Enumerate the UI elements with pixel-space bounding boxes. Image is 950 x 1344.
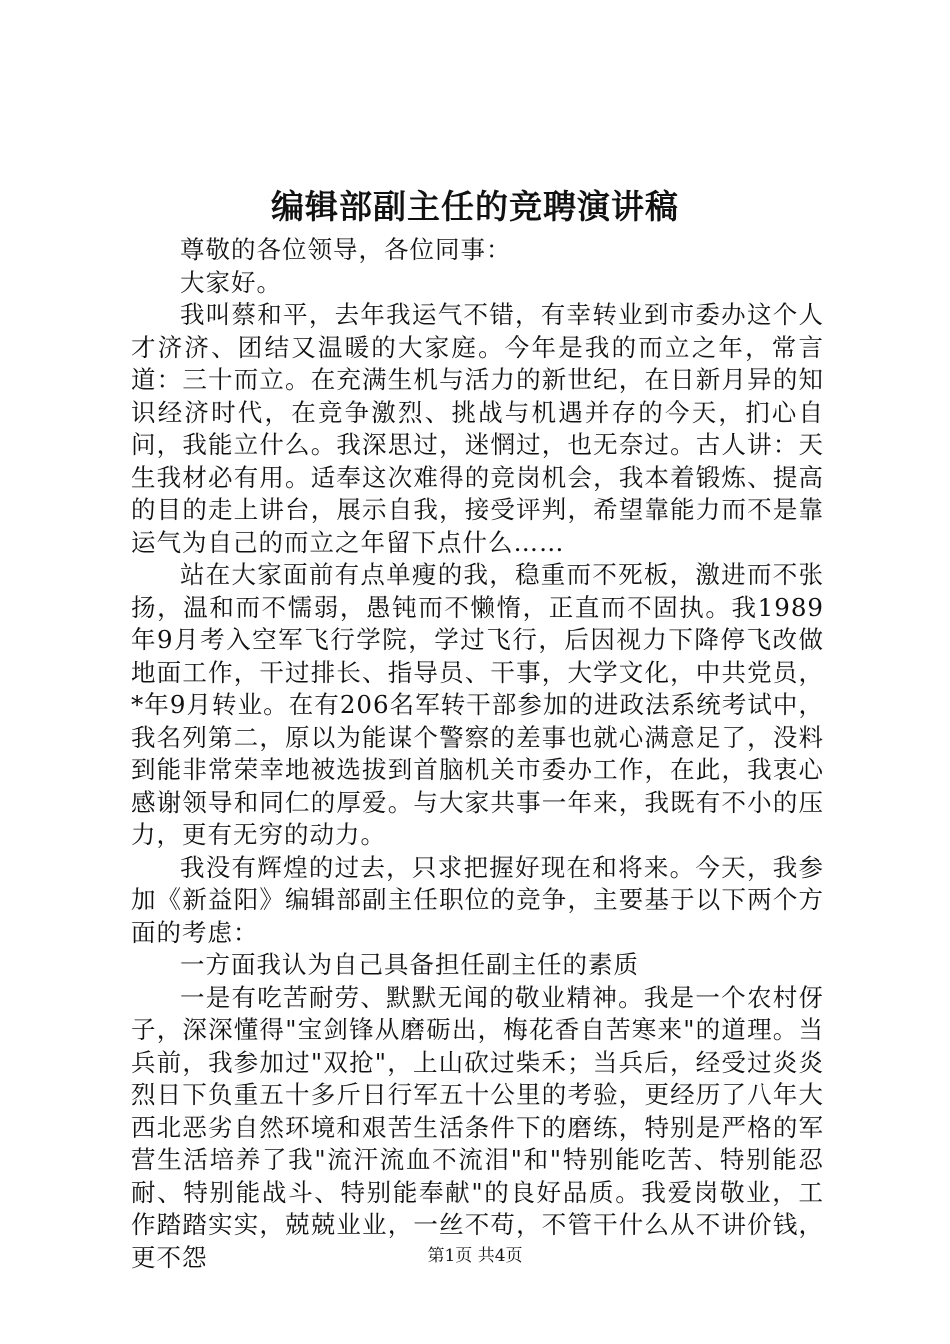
paragraph-introduction: 我叫蔡和平，去年我运气不错，有幸转业到市委办这个人才济济、团结又温暖的大家庭。今年是我的而立之年，常言道：三十而立。在充满生机与活力的新世纪，在日新月异的知识经济时代，在竞争激烈、挑战与机遇并存的今天，扪心自问，我能立什么。我深思过，迷惘过，也无奈过。古人讲：天生我材必有用。适奉这次难得的竞岗机会，我本着锻炼、提高的目的走上讲台，展示自我，接受评判，希望靠能力而不是靠运气为自己的而立之年留下点什么…… xyxy=(131,300,824,557)
paragraph-section-heading: 一方面我认为自己具备担任副主任的素质 xyxy=(180,950,639,979)
paragraph-greeting: 大家好。 xyxy=(180,267,282,297)
page-footer: 第1页 共4页 xyxy=(427,1246,523,1266)
paragraph-salutation: 尊敬的各位领导，各位同事： xyxy=(180,235,512,264)
document-title: 编辑部副主任的竞聘演讲稿 xyxy=(271,187,679,226)
paragraph-motivation: 我没有辉煌的过去，只求把握好现在和将来。今天，我参加《新益阳》编辑部副主任职位的竞争，主要基于以下两个方面的考虑： xyxy=(131,852,824,947)
paragraph-background: 站在大家面前有点单瘦的我，稳重而不死板，激进而不张扬，温和而不懦弱，愚钝而不懒惰，正直而不固执。我1989年9月考入空军飞行学院，学过飞行，后因视力下降停飞改做地面工作，干过排长、指导员、干事，大学文化，中共党员，*年9月转业。在有206名军转干部参加的进政法系统考试中，我名列第二，原以为能谋个警察的差事也就心满意足了，没料到能非常荣幸地被选拔到首脑机关市委办工作，在此，我衷心感谢领导和同仁的厚爱。与大家共事一年来，我既有不小的压力，更有无穷的动力。 xyxy=(131,560,824,849)
document-body xyxy=(131,234,824,1274)
paragraph-point-one: 一是有吃苦耐劳、默默无闻的敬业精神。我是一个农村伢子，深深懂得"宝剑锋从磨砺出，梅花香自苦寒来"的道理。当兵前，我参加过"双抢"，上山砍过柴禾；当兵后，经受过炎炎烈日下负重五十多斤日行军五十公里的考验，更经历了八年大西北恶劣自然环境和艰苦生活条件下的磨练，特别是严格的军营生活培养了我"流汗流血不流泪"和"特别能吃苦、特别能忍耐、特别能战斗、特别能奉献"的良好品质。我爱岗敬业，工作踏踏实实，兢兢业业，一丝不苟，不管干什么从不讲价钱，更不怨 xyxy=(131,982,824,1272)
